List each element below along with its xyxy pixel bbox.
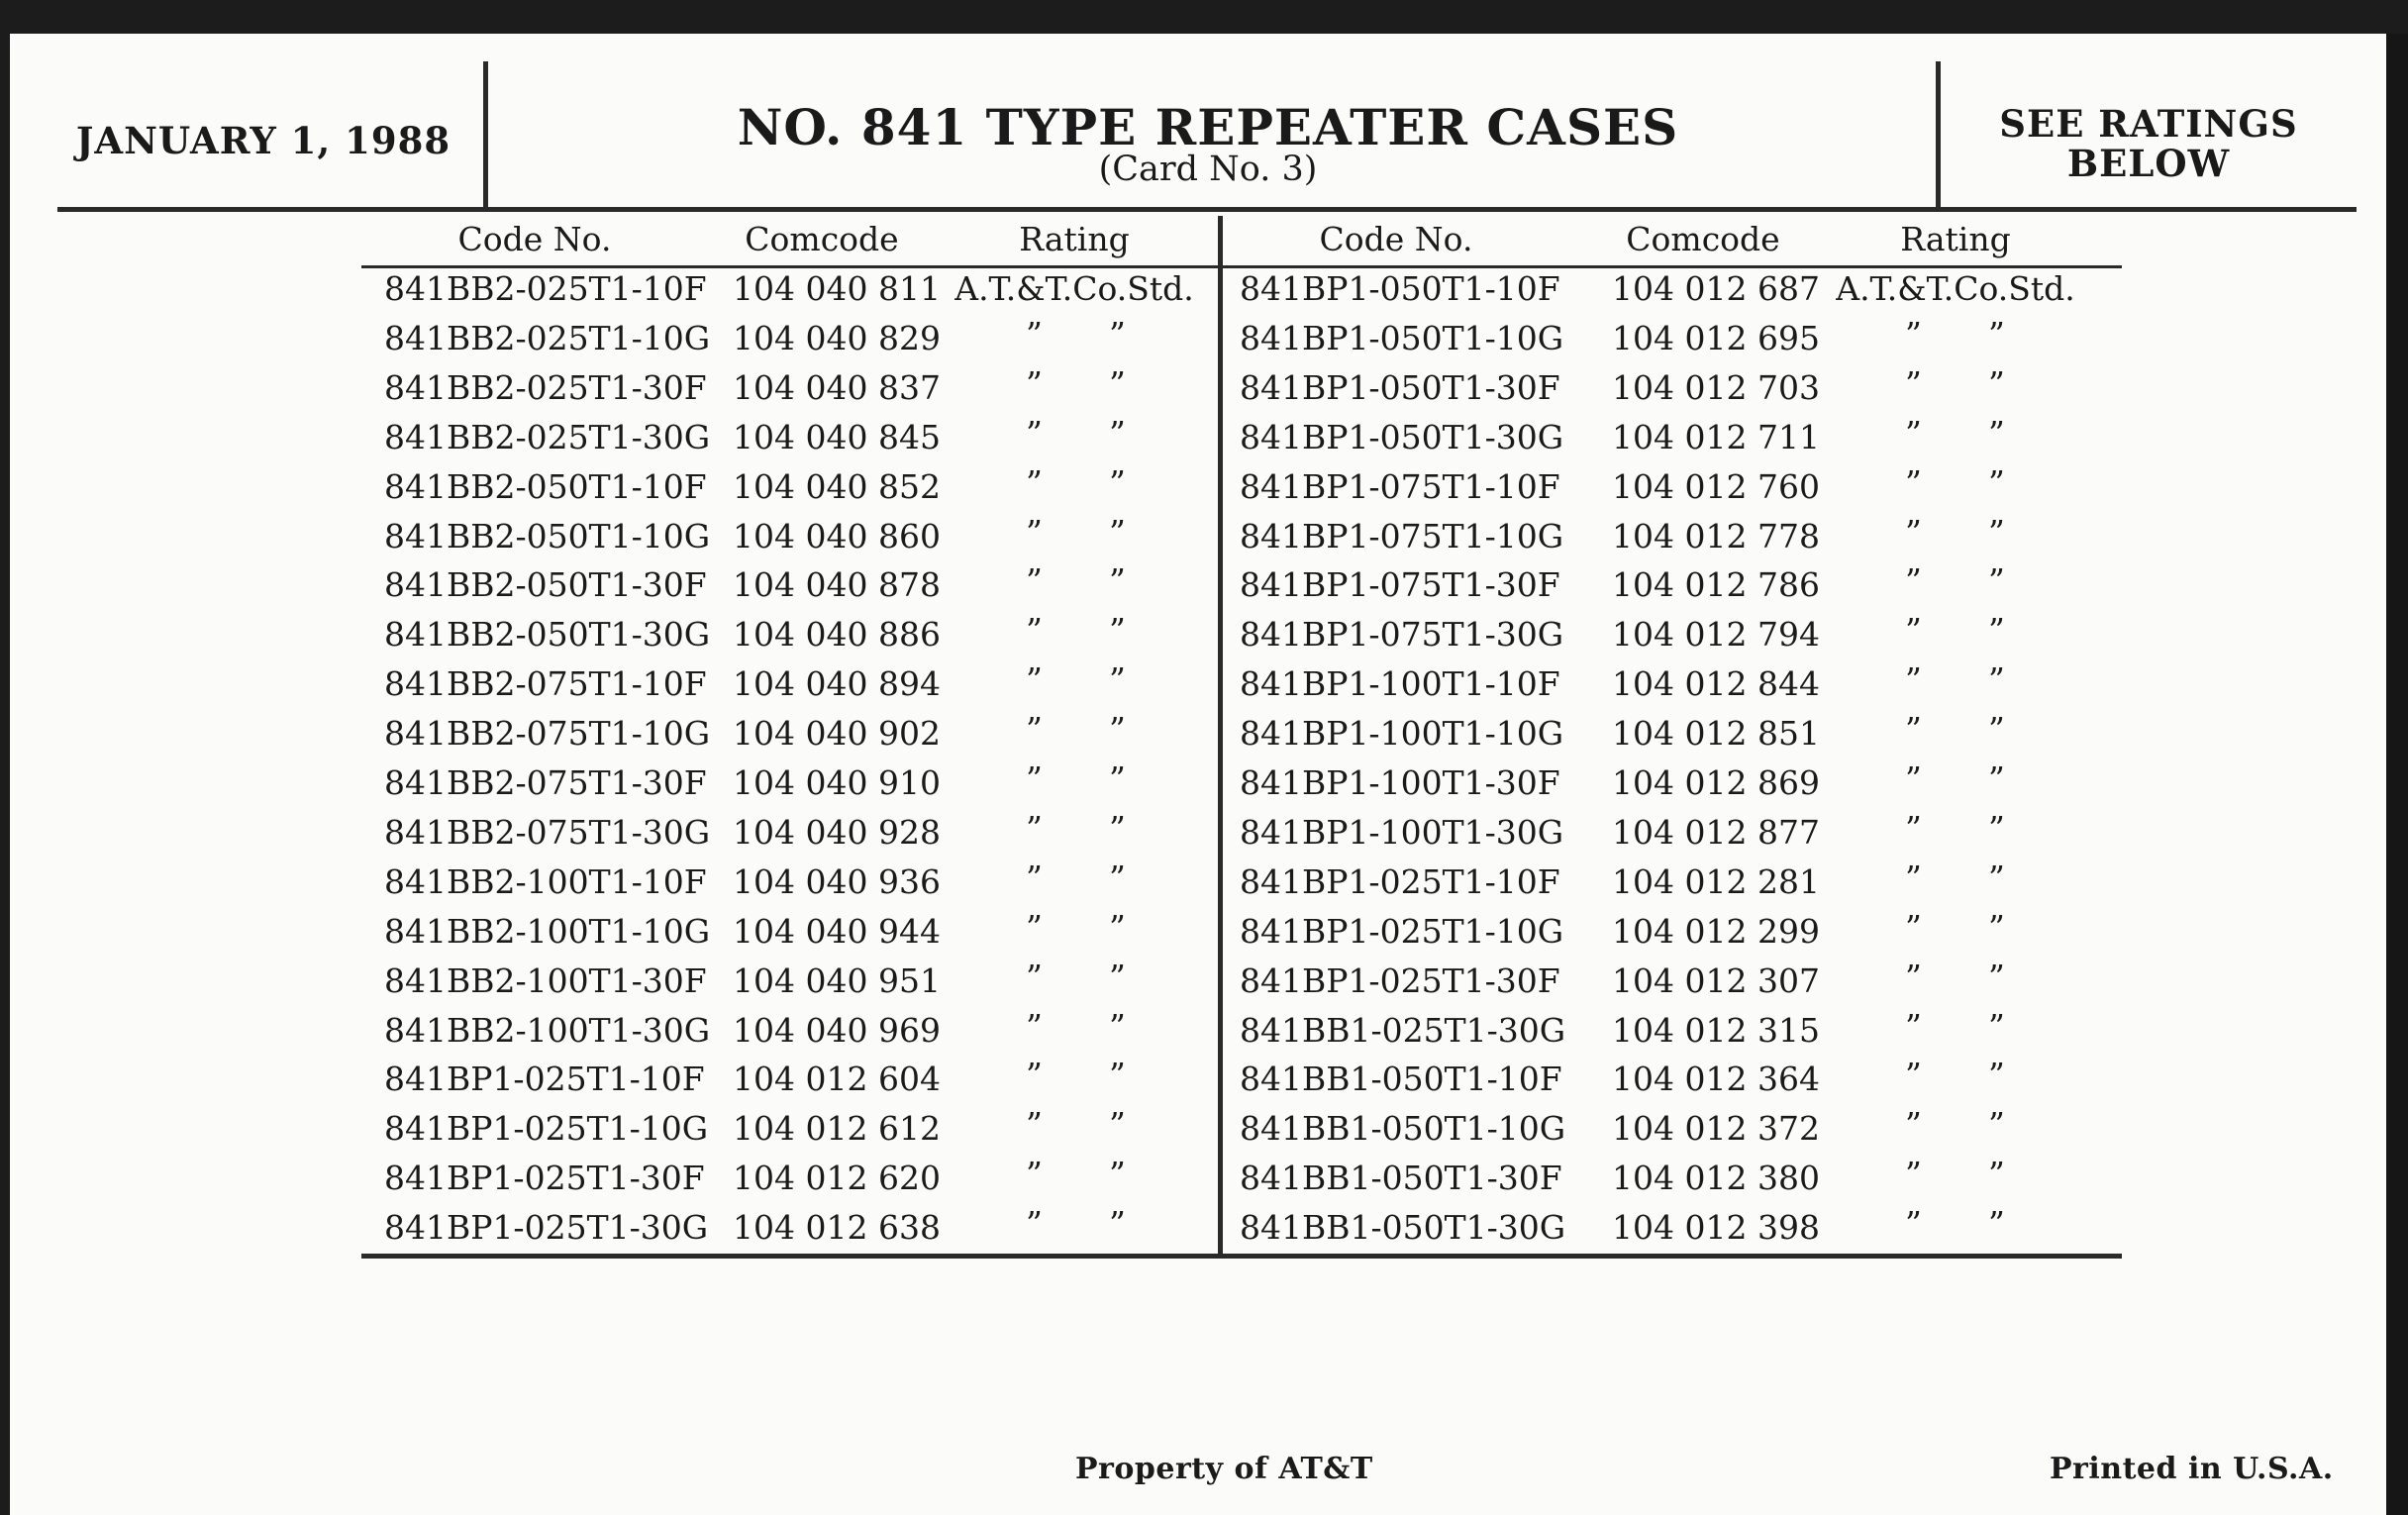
cell-comcode: 104 012 620: [733, 1159, 941, 1197]
cell-code-no: 841BB2-050T1-30F: [384, 565, 707, 604]
cell-code-no: 841BB1-050T1-30G: [1240, 1208, 1566, 1247]
ditto-mark: ”: [1905, 315, 1922, 354]
cell-code-no: 841BP1-100T1-10G: [1240, 714, 1564, 753]
ditto-mark: ”: [1109, 315, 1126, 354]
scan-edge: [2386, 34, 2408, 1515]
cell-code-no: 841BB2-100T1-10G: [384, 912, 711, 951]
cell-code-no: 841BB2-075T1-30F: [384, 763, 707, 802]
cell-comcode: 104 012 364: [1612, 1060, 1820, 1098]
ditto-mark: ”: [1905, 660, 1922, 699]
cell-code-no: 841BB2-100T1-10F: [384, 862, 707, 901]
ditto-mark: ”: [1109, 414, 1126, 453]
ditto-mark: ”: [1109, 513, 1126, 552]
right-col-header-rating: Rating: [1900, 220, 2011, 258]
ditto-mark: ”: [1109, 710, 1126, 749]
cell-code-no: 841BP1-050T1-30G: [1240, 418, 1564, 456]
cell-code-no: 841BB2-050T1-10F: [384, 467, 707, 506]
cell-code-no: 841BP1-075T1-30F: [1240, 565, 1560, 604]
cell-code-no: 841BB1-025T1-30G: [1240, 1011, 1566, 1050]
cell-code-no: 841BP1-075T1-10F: [1240, 467, 1560, 506]
ditto-mark: ”: [1109, 908, 1126, 947]
table-center-divider: [1218, 216, 1223, 1258]
cell-code-no: 841BP1-025T1-10G: [384, 1109, 709, 1148]
cell-comcode: 104 012 711: [1612, 418, 1820, 456]
ditto-mark: ”: [1109, 809, 1126, 848]
ditto-mark: ”: [1988, 858, 2005, 897]
cell-code-no: 841BB2-025T1-10G: [384, 319, 711, 357]
cell-code-no: 841BB2-075T1-10F: [384, 664, 707, 703]
ditto-mark: ”: [1026, 858, 1043, 897]
ditto-mark: ”: [1988, 611, 2005, 650]
cell-code-no: 841BP1-025T1-10F: [1240, 862, 1560, 901]
right-col-header-comcode: Comcode: [1626, 220, 1780, 258]
table-bottom-rule: [361, 1254, 2122, 1259]
cell-comcode: 104 040 886: [733, 615, 941, 654]
ratings-note-line2: BELOW: [2066, 142, 2231, 185]
ditto-mark: ”: [1026, 759, 1043, 798]
cell-comcode: 104 040 928: [733, 813, 941, 852]
cell-code-no: 841BP1-050T1-30F: [1240, 368, 1560, 407]
ditto-mark: ”: [1905, 513, 1922, 552]
page-title: NO. 841 TYPE REPEATER CASES: [737, 98, 1679, 156]
left-col-header-comcode: Comcode: [745, 220, 899, 258]
ditto-mark: ”: [1026, 463, 1043, 502]
ditto-mark: ”: [1988, 1056, 2005, 1094]
ditto-mark: ”: [1905, 1155, 1922, 1193]
ditto-mark: ”: [1905, 1204, 1922, 1243]
ditto-mark: ”: [1026, 660, 1043, 699]
cell-code-no: 841BB2-075T1-10G: [384, 714, 711, 753]
cell-code-no: 841BB1-050T1-30F: [1240, 1159, 1562, 1197]
cell-code-no: 841BP1-100T1-30F: [1240, 763, 1560, 802]
cell-comcode: 104 040 811: [733, 269, 941, 308]
footer-property: Property of AT&T: [1075, 1452, 1373, 1486]
cell-comcode: 104 012 778: [1612, 517, 1820, 556]
cell-comcode: 104 012 851: [1612, 714, 1820, 753]
ditto-mark: ”: [1905, 561, 1922, 600]
ratings-note: [1951, 104, 2347, 183]
cell-code-no: 841BP1-025T1-10F: [384, 1060, 705, 1098]
ditto-mark: ”: [1026, 414, 1043, 453]
ditto-mark: ”: [1109, 759, 1126, 798]
cell-code-no: 841BB2-050T1-10G: [384, 517, 711, 556]
cell-comcode: 104 012 869: [1612, 763, 1820, 802]
ditto-mark: ”: [1905, 809, 1922, 848]
cell-comcode: 104 012 398: [1612, 1208, 1820, 1247]
page-subtitle: (Card No. 3): [1098, 150, 1318, 189]
cell-comcode: 104 040 936: [733, 862, 941, 901]
ditto-mark: ”: [1988, 513, 2005, 552]
cell-comcode: 104 012 604: [733, 1060, 941, 1098]
ditto-mark: ”: [1109, 364, 1126, 403]
ditto-mark: ”: [1905, 710, 1922, 749]
cell-comcode: 104 040 837: [733, 368, 941, 407]
ditto-mark: ”: [1905, 958, 1922, 996]
cell-code-no: 841BP1-050T1-10F: [1240, 269, 1560, 308]
ditto-mark: ”: [1026, 1007, 1043, 1046]
cell-rating: A.T.&T.Co.Std.: [1836, 269, 2075, 308]
cell-comcode: 104 012 299: [1612, 912, 1820, 951]
cell-code-no: 841BP1-025T1-30F: [384, 1159, 705, 1197]
ditto-mark: ”: [1109, 1155, 1126, 1193]
ditto-mark: ”: [1026, 1155, 1043, 1193]
cell-code-no: 841BP1-050T1-10G: [1240, 319, 1564, 357]
cell-comcode: 104 040 829: [733, 319, 941, 357]
ditto-mark: ”: [1905, 759, 1922, 798]
cell-code-no: 841BP1-075T1-30G: [1240, 615, 1564, 654]
cell-code-no: 841BB2-025T1-30G: [384, 418, 711, 456]
cell-comcode: 104 012 703: [1612, 368, 1820, 407]
ditto-mark: ”: [1988, 1007, 2005, 1046]
ditto-mark: ”: [1988, 1204, 2005, 1243]
cell-comcode: 104 040 852: [733, 467, 941, 506]
ditto-mark: ”: [1988, 414, 2005, 453]
table-header-rule: [361, 265, 2122, 268]
ditto-mark: ”: [1905, 364, 1922, 403]
cell-comcode: 104 012 687: [1612, 269, 1820, 308]
ditto-mark: ”: [1026, 315, 1043, 354]
cell-comcode: 104 012 877: [1612, 813, 1820, 852]
cell-comcode: 104 040 860: [733, 517, 941, 556]
ditto-mark: ”: [1109, 611, 1126, 650]
ditto-mark: ”: [1905, 1007, 1922, 1046]
cell-code-no: 841BB1-050T1-10G: [1240, 1109, 1566, 1148]
cell-comcode: 104 012 380: [1612, 1159, 1820, 1197]
ditto-mark: ”: [1109, 660, 1126, 699]
ditto-mark: ”: [1988, 958, 2005, 996]
cell-code-no: 841BP1-025T1-30F: [1240, 961, 1560, 1000]
ditto-mark: ”: [1109, 858, 1126, 897]
ditto-mark: ”: [1026, 364, 1043, 403]
cell-code-no: 841BP1-100T1-10F: [1240, 664, 1560, 703]
ditto-mark: ”: [1026, 1204, 1043, 1243]
ditto-mark: ”: [1905, 1105, 1922, 1144]
ditto-mark: ”: [1026, 1105, 1043, 1144]
cell-comcode: 104 040 910: [733, 763, 941, 802]
ditto-mark: ”: [1109, 463, 1126, 502]
ditto-mark: ”: [1988, 1105, 2005, 1144]
ditto-mark: ”: [1905, 908, 1922, 947]
ditto-mark: ”: [1905, 858, 1922, 897]
ditto-mark: ”: [1905, 1056, 1922, 1094]
ditto-mark: ”: [1026, 710, 1043, 749]
ditto-mark: ”: [1988, 463, 2005, 502]
ditto-mark: ”: [1988, 809, 2005, 848]
cell-code-no: 841BP1-025T1-10G: [1240, 912, 1564, 951]
cell-comcode: 104 040 951: [733, 961, 941, 1000]
ditto-mark: ”: [1988, 908, 2005, 947]
cell-code-no: 841BP1-100T1-30G: [1240, 813, 1564, 852]
cell-comcode: 104 012 844: [1612, 664, 1820, 703]
ditto-mark: ”: [1109, 958, 1126, 996]
ditto-mark: ”: [1026, 611, 1043, 650]
ditto-mark: ”: [1905, 611, 1922, 650]
cell-comcode: 104 012 760: [1612, 467, 1820, 506]
cell-comcode: 104 012 372: [1612, 1109, 1820, 1148]
ditto-mark: ”: [1026, 958, 1043, 996]
header-rule: [57, 207, 2357, 212]
cell-code-no: 841BB2-050T1-30G: [384, 615, 711, 654]
cell-code-no: 841BB2-025T1-10F: [384, 269, 707, 308]
ditto-mark: ”: [1026, 561, 1043, 600]
cell-comcode: 104 040 894: [733, 664, 941, 703]
ditto-mark: ”: [1905, 463, 1922, 502]
cell-rating: A.T.&T.Co.Std.: [954, 269, 1194, 308]
ditto-mark: ”: [1988, 1155, 2005, 1193]
cell-comcode: 104 012 281: [1612, 862, 1820, 901]
cell-comcode: 104 040 902: [733, 714, 941, 753]
header-divider-right: [1936, 61, 1941, 211]
cell-code-no: 841BB2-100T1-30F: [384, 961, 707, 1000]
ditto-mark: ”: [1988, 710, 2005, 749]
ditto-mark: ”: [1109, 1007, 1126, 1046]
ditto-mark: ”: [1905, 414, 1922, 453]
ditto-mark: ”: [1109, 1204, 1126, 1243]
ratings-note-line1: SEE RATINGS: [1999, 102, 2298, 146]
left-col-header-code: Code No.: [457, 220, 612, 258]
cell-code-no: 841BB2-025T1-30F: [384, 368, 707, 407]
ditto-mark: ”: [1988, 561, 2005, 600]
cell-comcode: 104 012 307: [1612, 961, 1820, 1000]
left-col-header-rating: Rating: [1019, 220, 1130, 258]
cell-comcode: 104 012 638: [733, 1208, 941, 1247]
footer-printed: Printed in U.S.A.: [2050, 1452, 2334, 1486]
cell-code-no: 841BB2-075T1-30G: [384, 813, 711, 852]
cell-code-no: 841BB2-100T1-30G: [384, 1011, 711, 1050]
ditto-mark: ”: [1988, 660, 2005, 699]
cell-comcode: 104 012 315: [1612, 1011, 1820, 1050]
cell-code-no: 841BP1-025T1-30G: [384, 1208, 709, 1247]
cell-comcode: 104 012 612: [733, 1109, 941, 1148]
right-col-header-code: Code No.: [1319, 220, 1473, 258]
cell-code-no: 841BP1-075T1-10G: [1240, 517, 1564, 556]
ditto-mark: ”: [1026, 513, 1043, 552]
cell-comcode: 104 040 878: [733, 565, 941, 604]
ditto-mark: ”: [1988, 364, 2005, 403]
ditto-mark: ”: [1026, 1056, 1043, 1094]
cell-comcode: 104 012 695: [1612, 319, 1820, 357]
ditto-mark: ”: [1026, 908, 1043, 947]
ditto-mark: ”: [1109, 561, 1126, 600]
cell-comcode: 104 040 944: [733, 912, 941, 951]
cell-comcode: 104 040 845: [733, 418, 941, 456]
cell-code-no: 841BB1-050T1-10F: [1240, 1060, 1562, 1098]
cell-comcode: 104 012 786: [1612, 565, 1820, 604]
ditto-mark: ”: [1109, 1105, 1126, 1144]
ditto-mark: ”: [1988, 759, 2005, 798]
cell-comcode: 104 012 794: [1612, 615, 1820, 654]
ditto-mark: ”: [1109, 1056, 1126, 1094]
ditto-mark: ”: [1026, 809, 1043, 848]
header-date: JANUARY 1, 1988: [75, 119, 452, 162]
ditto-mark: ”: [1988, 315, 2005, 354]
cell-comcode: 104 040 969: [733, 1011, 941, 1050]
